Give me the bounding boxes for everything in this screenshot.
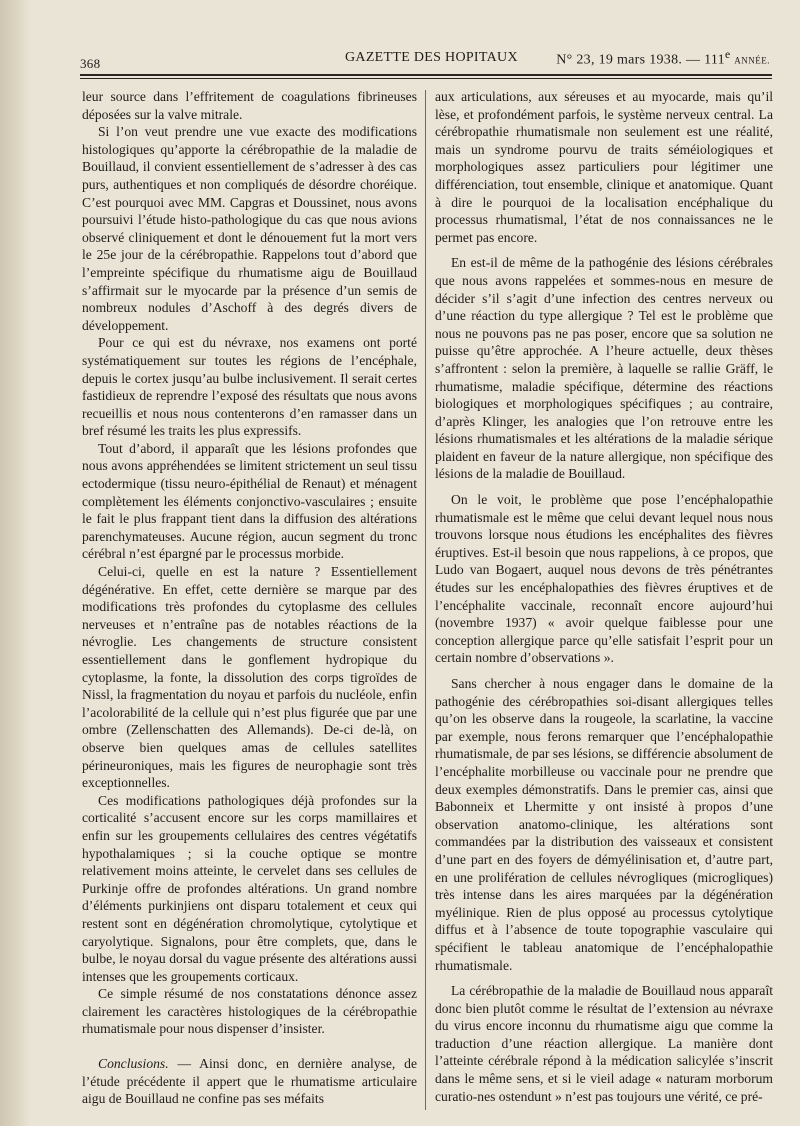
paragraph: Pour ce qui est du névraxe, nos examens ont porté systématiquement sur toutes les régions de l’encéphale, depuis le cortex jusqu’au bulbe inclusivement. Il serait certes fastidieux de reprendre l’exposé des résultats que nous avons recueillis et nous nous contenterons d’en ramasser dans un bref résumé les traits les plus expressifs.	[82, 335, 417, 439]
page-header	[80, 46, 770, 72]
paragraph: Tout d’abord, il apparaît que les lésions profondes que nous avons appréhendées se limitent strictement un seul tissu ectodermique (tissu neuro-épithélial de Renaut) et ménagent complètement les éléments conjonctivo-vasculaires ; ensuite le fait le plus frappant tient dans la diffusion des altérations parenchymateuses. Aucune région, aucun segment du tronc cérébral n’est épargné par le processus morbide.	[82, 440, 417, 562]
issue-line	[556, 48, 770, 69]
paragraph: La cérébropathie de la maladie de Bouillaud nous apparaît donc bien plutôt comme le résultat de l’extension au névraxe du virus encore inconnu du rhumatisme aigu que comme la traduction d’une réaction allergique. La manière dont l’atteinte cérébrale répond à la médication salicylée s’inscrit dans le même sens, et si le vieil adage « naturam morborum curatio-nes ostendunt » n’est pas toujours une vérité, ce pré-	[435, 983, 773, 1104]
paragraph: On le voit, le problème que pose l’encéphalopathie rhumatismale est le même que celui devant lequel nous nous trouvons lorsque nous étudions les encéphalites des fièvres éruptives. Est-il besoin que nous rappelions, à ce propos, que Ludo van Bogaert, auquel nous devons de très pénétrantes études sur les encéphalopathies des fièvres éruptives et de l’encéphalite vaccinale, reconnaît encore aujourd’hui (novembre 1937) « avoir quelque faiblesse pour une conception allergique parce qu’elle satisfait l’esprit pour un certain nombre d’observations ».	[435, 492, 773, 666]
paragraph: leur source dans l’effritement de coagulations fibrineuses déposées sur la valve mitrale.	[82, 89, 417, 122]
paragraph: Celui-ci, quelle en est la nature ? Essentiellement dégénérative. En effet, cette dernière se marque par des modifications très profondes du cytoplasme des cellules nerveuses et n’entraîne pas de notables réactions de la névroglie. Les changements de structure consistent essentiellement dans le gonflement hydropique du cytoplasme, la fonte, la dissolution des corps tigroïdes de Nissl, la fragmentation du noyau et parfois du nucléole, enfin l’acolorabilité de la cellule qui n’est plus figurée que par une ombre (Zellenschatten des Allemands). De-ci de-là, on observe bien quelques amas de cellules satellites périneuroniques, mais les figures de neurophagie sont très exceptionnelles.	[82, 564, 417, 791]
paragraph: aux articulations, aux séreuses et au myocarde, mais qu’il lèse, et profondément parfois, le système nerveux central. La cérébropathie rhumatismale non seulement est une réalité, mais un syndrome pourvu de traits séméiologiques et morphologiques assez particuliers pour légitimer une différenciation, tout ensemble, clinique et anatomique. Quant à dire le pourquoi de la localisation encéphalique du processus rhumatismal, l’état de nos connaissances ne le permet pas encore.	[435, 89, 773, 245]
page-number: 368	[80, 56, 101, 71]
paragraph: Ces modifications pathologiques déjà profondes sur la corticalité s’accusent encore sur les corps mamillaires et enfin sur les groupements cellulaires des centres végétatifs hypothalamiques ; si la couche optique se montre relativement moins atteinte, le cervelet dans ses cellules de Purkinje offre de profondes altérations. Un grand nombre d’éléments purkinjiens ont disparu totalement et ceux qui restent sont en dégénération chromolytique, cytolytique et caryolytique. Signalons, pour être complets, que, dans le bulbe, le noyau dorsal du vague présente des altérations aussi intenses que les groupements corticaux.	[82, 792, 417, 984]
right-column	[435, 88, 773, 1105]
conclusions-label: Conclusions.	[98, 1056, 169, 1072]
issue-year-label: ANNÉE.	[734, 55, 770, 66]
header-rule	[80, 74, 772, 79]
page-binding-edge	[0, 0, 30, 1126]
column-divider	[425, 90, 426, 1110]
issue-date: N° 23, 19 mars 1938. — 111	[556, 52, 725, 68]
paragraph: Sans chercher à nous engager dans le domaine de la pathogénie des cérébropathies soi-disant allergiques telles qu’on les observe dans la rougeole, la scarlatine, la vaccine par exemple, nous ferons remarquer que l’encéphalopathie rhumatismale, de par ses lésions, se différencie absolument de l’encéphalite morbilleuse ou vaccinale pour ne prendre que deux exemples démonstratifs. Dans le premier cas, ainsi que Babonneix et Lhermitte y ont insisté à propos d’une observation anatomo-clinique, les altérations sont commandées par la distribution des vaisseaux et consistent d’une part en des foyers de démyélinisation et, d’autre part, en une prolifération de cellules névrogliques (microgliques) très intense dans les aires marquées par la dégénération myélinique. Rien de plus opposé au processus cytolytique diffus et à l’absence de toute topographie vasculaire qui spécifient le tableau anatomique de l’encéphalopathie rhumatismale.	[435, 676, 773, 973]
paragraph: Si l’on veut prendre une vue exacte des modifications histologiques qu’apporte la cérébropathie de la maladie de Bouillaud, il convient essentiellement de s’adresser à des cas purs, authentiques et non compliqués de désordre choréique. C’est pourquoi avec MM. Capgras et Doussinet, nous avons poursuivi l’étude histo-pathologique du cas que nous avions observé cliniquement et dont le dénouement fut la mort vers le 25e jour de la cérébropathie. Rappelons tout d’abord que l’empreinte spécifique du rhumatisme aigu de Bouillaud s’affirmait sur le myocarde par la présence d’un semis de nombreux nodules d’Aschoff à des degrés divers de développement.	[82, 124, 417, 333]
issue-year-suffix: e	[724, 48, 731, 61]
left-column	[82, 88, 417, 1108]
conclusions-text: — Ainsi donc, en dernière analyse, de l’étude précédente il appert que le rhumatisme articulaire aigu de Bouillaud ne confine pas ses méfaits	[82, 1056, 417, 1107]
paragraph: Ce simple résumé de nos constatations dénonce assez clairement les caractères histologiques de la cérébropathie rhumatismale pour nous dispenser d’insister.	[82, 986, 417, 1037]
paragraph: En est-il de même de la pathogénie des lésions cérébrales que nous avons rappelées et sommes-nous en mesure de décider s’il s’agit d’une infection des centres nerveux ou d’une réaction du type allergique ? Tel est le problème que nous ne pouvons pas ne pas poser, encore que sa solution ne puisse qu’être approchée. A l’heure actuelle, deux thèses s’affrontent : selon la première, à laquelle se rallie Gräff, le rhumatisme, maladie spécifique, détermine des réactions biologiques et morphologiques spécifiques ; au contraire, d’après Klinger, les analogies que l’on retrouve entre les lésions rhumatismales et les altérations de la maladie sérique plaident en faveur de la nature allergique, non spécifique des lésions de la maladie de Bouillaud.	[435, 255, 773, 482]
conclusions-paragraph	[82, 1055, 417, 1108]
journal-title: GAZETTE DES HOPITAUX	[345, 50, 518, 65]
